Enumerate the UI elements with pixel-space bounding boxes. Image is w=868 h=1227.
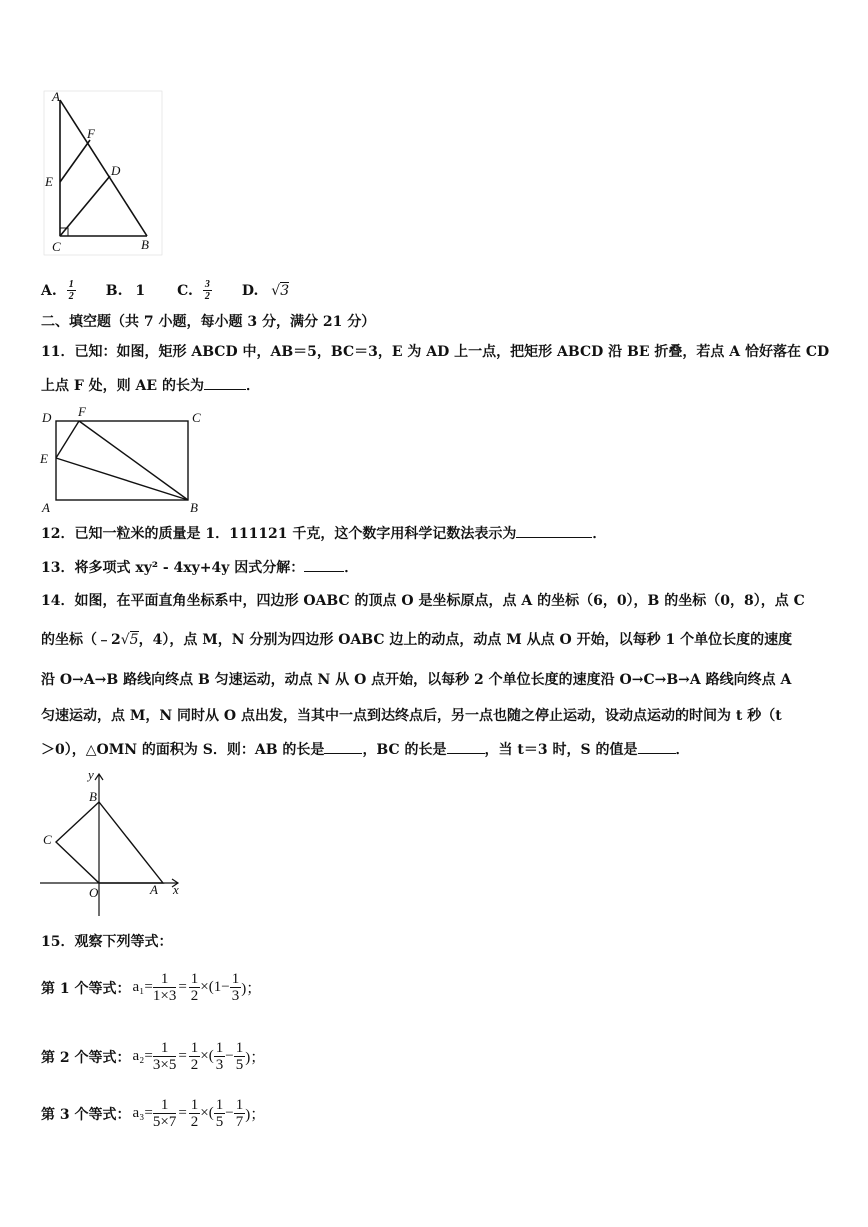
q11-line1: 11．已知：如图，矩形 ABCD 中，AB＝5，BC＝3，E 为 AD 上一点，把矩形 ABCD 沿 BE 折叠，若点 A 恰好落在 CD (41, 344, 830, 360)
q13-answer-blank[interactable] (304, 557, 344, 572)
label-A: A (52, 89, 60, 104)
q14-bc-blank[interactable] (447, 739, 485, 754)
q14-line3: 沿 O→A→B 路线向终点 B 匀速运动，动点 N 从 O 点开始，以每秒 2 个单位长度的速度沿 O→C→B→A 路线向终点 A (41, 672, 792, 688)
label-D: D (111, 163, 121, 178)
label-A: A (42, 500, 50, 514)
label-y: y (88, 768, 94, 782)
q11-rectangle-figure (37, 402, 217, 514)
q12-answer-blank[interactable] (516, 523, 592, 538)
label-B: B (89, 789, 97, 804)
label-A: A (150, 882, 158, 897)
q10-options (41, 279, 289, 302)
sqrt-sign: √ (271, 282, 281, 299)
label-B: B (141, 237, 149, 252)
option-a[interactable]: A. $\frac{1}{2}$ (41, 279, 74, 302)
label-E: E (45, 174, 53, 189)
q14-line1: 14．如图，在平面直角坐标系中，四边形 OABC 的顶点 O 是坐标原点，点 A 的坐标（6，0），B 的坐标（0，8），点 C (41, 593, 805, 609)
q12: 12．已知一粒米的质量是 1．111121 千克，这个数字用科学记数法表示为 ． (41, 523, 606, 544)
q15-equation-1: 第 1 个等式： a₁= $\frac{1}{1\times 3}$ = $\frac{1}{2}$ ×(1− $\frac{1}{3}$ )； (41, 971, 262, 1004)
option-b[interactable]: B. 1 (105, 282, 146, 299)
q14-s-blank[interactable] (638, 739, 676, 754)
label-B: B (190, 500, 198, 514)
option-c-fraction: $\frac{3}{2}$ (204, 279, 210, 302)
option-d[interactable]: D. √3 (241, 282, 290, 299)
q11-answer-blank[interactable] (204, 375, 246, 390)
label-E: E (40, 451, 48, 466)
q10-triangle-figure (40, 88, 165, 258)
q11-line2: 上点 F 处，则 AE 的长为 ． (41, 375, 260, 396)
q13: 13．将多项式 xy² ‐ 4xy+4y 因式分解： ． (41, 557, 358, 578)
q14-line2: 的坐标（﹣2√5，4），点 M，N 分别为四边形 OABC 边上的动点，动点 M 从点 O 开始，以每秒 1 个单位长度的速度 (41, 632, 793, 648)
section-heading: 二、填空题（共 7 小题，每小题 3 分，满分 21 分） (41, 314, 376, 330)
option-a-fraction: $\frac{1}{2}$ (68, 279, 74, 302)
label-C: C (43, 832, 52, 847)
label-F: F (87, 126, 95, 141)
q14-line4: 匀速运动，点 M，N 同时从 O 点出发，当其中一点到达终点后，另一点也随之停止运动，设动点运动的时间为 t 秒（t (41, 708, 782, 724)
label-C: C (52, 239, 61, 254)
q15-intro: 15．观察下列等式： (41, 934, 173, 950)
q15-equation-2: 第 2 个等式： a₂= $\frac{1}{3\times 5}$ = $\frac{1}{2}$ ×( $\frac{1}{3}$ − $\frac{1}{5}$ )； (41, 1040, 266, 1073)
label-O: O (89, 885, 99, 900)
q14-line5: ＞0），△OMN 的面积为 S．则：AB 的长是 ，BC 的长是 ，当 t＝3 时，S 的值是 ． (41, 739, 690, 760)
q15-equation-3: 第 3 个等式： a₃= $\frac{1}{5\times 7}$ = $\frac{1}{2}$ ×( $\frac{1}{5}$ − $\frac{1}{7}$ )； (41, 1097, 266, 1130)
label-x: x (173, 882, 179, 897)
label-D: D (42, 410, 52, 425)
q14-ab-blank[interactable] (324, 739, 362, 754)
label-F: F (78, 404, 86, 419)
sqrt-sign: √ (120, 632, 130, 648)
label-C: C (192, 410, 201, 425)
q14-coordinate-figure (38, 768, 188, 918)
option-c[interactable]: C. $\frac{3}{2}$ (177, 279, 210, 302)
